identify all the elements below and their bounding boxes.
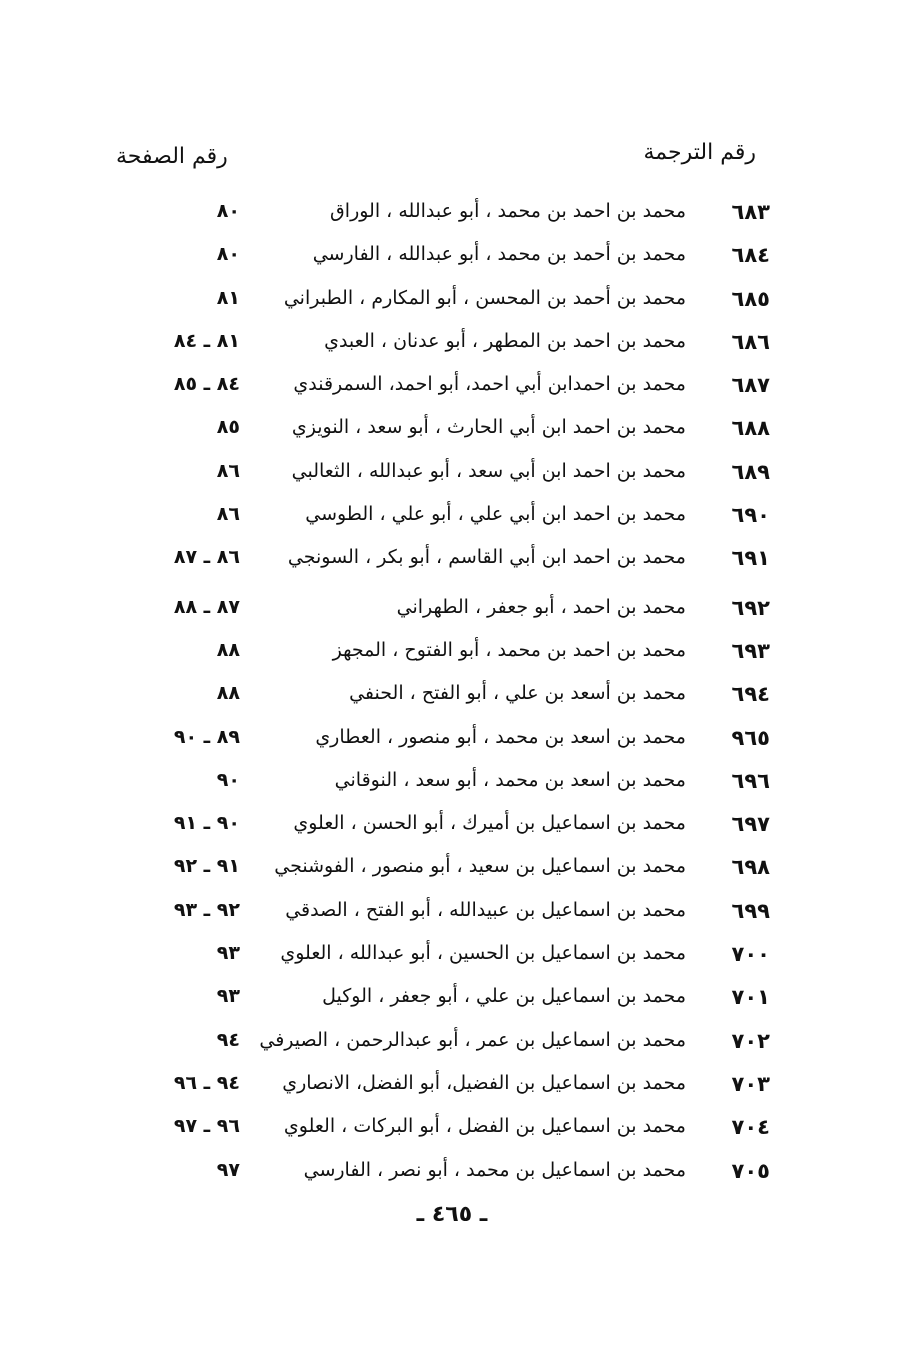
entry-page-reference: ٨٠ bbox=[216, 200, 240, 222]
entry-name: محمد بن أحمد بن المحسن ، أبو المكارم ، الطبراني bbox=[283, 286, 686, 309]
entry-name: محمد بن اسعد بن محمد ، أبو سعد ، النوقاني bbox=[334, 768, 686, 791]
entry-number: ٦٩٤ bbox=[731, 682, 770, 707]
entry-name: محمد بن اسماعيل بن محمد ، أبو نصر ، الفارسي bbox=[303, 1158, 686, 1181]
index-entries-list bbox=[0, 192, 904, 1194]
entry-page-reference: ٩٤ bbox=[216, 1028, 240, 1051]
entry-name: محمد بن اسماعيل بن عبيدالله ، أبو الفتح ، الصدقي bbox=[285, 898, 686, 921]
entry-page-reference: ٩٢ ـ ٩٣ bbox=[173, 898, 240, 921]
index-entry-row bbox=[0, 1107, 904, 1150]
index-entry-row bbox=[0, 322, 904, 365]
index-entry-row bbox=[0, 588, 904, 631]
entry-name: محمد بن احمد بن محمد ، أبو عبدالله ، الوراق bbox=[330, 200, 686, 222]
entry-name: محمد بن اسماعيل بن عمر ، أبو عبدالرحمن ، الصيرفي bbox=[259, 1028, 686, 1051]
entry-number: ٧٠٤ bbox=[731, 1115, 770, 1140]
entry-name: محمد بن اسماعيل بن أميرك ، أبو الحسن ، العلوي bbox=[293, 812, 686, 835]
entry-number: ٩٦٥ bbox=[731, 725, 770, 750]
entry-page-reference: ٩١ ـ ٩٢ bbox=[173, 855, 240, 878]
index-entry-row bbox=[0, 538, 904, 581]
entry-page-reference: ٩٠ bbox=[216, 768, 240, 791]
entry-name: محمد بن احمد بن محمد ، أبو الفتوح ، المجهز bbox=[332, 638, 686, 661]
page-footer-number: ـ ٤٦٥ ـ bbox=[416, 1202, 488, 1227]
index-entry-row bbox=[0, 408, 904, 451]
entry-page-reference: ٨١ bbox=[216, 286, 240, 309]
entry-page-reference: ٨٤ ـ ٨٥ bbox=[173, 373, 240, 396]
index-entry-row bbox=[0, 452, 904, 495]
entry-name: محمد بن احمد بن المطهر ، أبو عدنان ، العبدي bbox=[324, 329, 686, 352]
entry-page-reference: ٩٠ ـ ٩١ bbox=[173, 812, 240, 835]
entry-number: ٧٠٢ bbox=[731, 1028, 770, 1053]
entry-name: محمد بن اسماعيل بن علي ، أبو جعفر ، الوكيل bbox=[322, 985, 686, 1008]
entry-page-reference: ٩٣ bbox=[216, 942, 240, 965]
entry-page-reference: ٨٨ bbox=[216, 682, 240, 705]
entry-name: محمد بن اسعد بن محمد ، أبو منصور ، العطاري bbox=[315, 725, 686, 748]
index-entry-row bbox=[0, 1021, 904, 1064]
entry-number: ٦٩٣ bbox=[731, 638, 770, 663]
entry-name: محمد بن احمدابن أبي احمد، أبو احمد، السمرقندي bbox=[293, 373, 686, 396]
entry-page-reference: ٨٥ bbox=[216, 416, 240, 439]
entry-name: محمد بن احمد ابن أبي علي ، أبو علي ، الطوسي bbox=[305, 503, 686, 526]
index-entry-row bbox=[0, 1151, 904, 1194]
entry-name: محمد بن احمد ابن أبي سعد ، أبو عبدالله ، الثعالبي bbox=[291, 459, 686, 482]
entry-number: ٦٨٣ bbox=[731, 200, 770, 224]
index-entry-row bbox=[0, 718, 904, 761]
index-entry-row bbox=[0, 934, 904, 977]
index-entry-row bbox=[0, 235, 904, 278]
entry-name: محمد بن اسماعيل بن الفضيل، أبو الفضل، الانصاري bbox=[282, 1071, 686, 1094]
entry-page-reference: ٩٧ bbox=[216, 1158, 240, 1181]
entry-number: ٦٩١ bbox=[731, 546, 770, 571]
entry-number: ٧٠٥ bbox=[731, 1158, 770, 1183]
entry-name: محمد بن أحمد بن محمد ، أبو عبدالله ، الفارسي bbox=[312, 243, 686, 266]
entry-page-reference: ٨٠ bbox=[216, 243, 240, 266]
index-entry-row bbox=[0, 279, 904, 322]
page-number-column-heading: رقم الصفحة bbox=[116, 144, 228, 169]
entry-number: ٦٩٢ bbox=[731, 595, 770, 620]
entry-page-reference: ٨٦ bbox=[216, 459, 240, 482]
entry-number: ٦٨٥ bbox=[731, 286, 770, 311]
entry-number: ٦٨٩ bbox=[731, 459, 770, 484]
entry-number: ٦٩٩ bbox=[731, 898, 770, 923]
entry-page-reference: ٨٩ ـ ٩٠ bbox=[173, 725, 240, 748]
index-entry-row bbox=[0, 631, 904, 674]
index-entry-row bbox=[0, 365, 904, 408]
entry-number: ٧٠١ bbox=[731, 985, 770, 1010]
index-entry-row bbox=[0, 804, 904, 847]
entry-number-column-heading: رقم الترجمة bbox=[643, 140, 756, 165]
entry-name: محمد بن اسماعيل بن الحسين ، أبو عبدالله ، العلوي bbox=[280, 942, 686, 965]
entry-number: ٦٩٧ bbox=[731, 812, 770, 837]
entry-number: ٦٨٧ bbox=[731, 373, 770, 398]
entry-page-reference: ٨٧ ـ ٨٨ bbox=[173, 595, 240, 618]
index-entry-row bbox=[0, 1064, 904, 1107]
entry-page-reference: ٨١ ـ ٨٤ bbox=[173, 329, 240, 352]
entry-name: محمد بن احمد ابن أبي القاسم ، أبو بكر ، السونجي bbox=[287, 546, 686, 569]
entry-number: ٦٩٦ bbox=[731, 768, 770, 793]
entry-page-reference: ٩٤ ـ ٩٦ bbox=[173, 1071, 240, 1094]
index-entry-row bbox=[0, 977, 904, 1020]
entry-page-reference: ٨٨ bbox=[216, 638, 240, 661]
entry-name: محمد بن اسماعيل بن الفضل ، أبو البركات ، العلوي bbox=[283, 1115, 686, 1138]
entry-number: ٦٨٨ bbox=[731, 416, 770, 441]
entry-number: ٦٩٠ bbox=[731, 503, 770, 528]
entry-page-reference: ٩٦ ـ ٩٧ bbox=[173, 1115, 240, 1138]
entry-name: محمد بن اسماعيل بن سعيد ، أبو منصور ، الفوشنجي bbox=[274, 855, 686, 878]
entry-name: محمد بن احمد ، أبو جعفر ، الطهراني bbox=[396, 595, 686, 618]
entry-number: ٦٨٦ bbox=[731, 329, 770, 354]
index-entry-row bbox=[0, 847, 904, 890]
entry-number: ٦٨٤ bbox=[731, 243, 770, 268]
index-entry-row bbox=[0, 761, 904, 804]
index-entry-row bbox=[0, 495, 904, 538]
index-entry-row bbox=[0, 192, 904, 235]
entry-name: محمد بن أسعد بن علي ، أبو الفتح ، الحنفي bbox=[349, 682, 686, 705]
index-entry-row bbox=[0, 891, 904, 934]
index-entry-row bbox=[0, 674, 904, 717]
entry-name: محمد بن احمد ابن أبي الحارث ، أبو سعد ، النويزي bbox=[291, 416, 686, 439]
entry-number: ٧٠٣ bbox=[731, 1071, 770, 1096]
entry-number: ٦٩٨ bbox=[731, 855, 770, 880]
entry-page-reference: ٨٦ ـ ٨٧ bbox=[173, 546, 240, 569]
entry-page-reference: ٩٣ bbox=[216, 985, 240, 1008]
entry-number: ٧٠٠ bbox=[731, 942, 770, 967]
entry-page-reference: ٨٦ bbox=[216, 503, 240, 526]
